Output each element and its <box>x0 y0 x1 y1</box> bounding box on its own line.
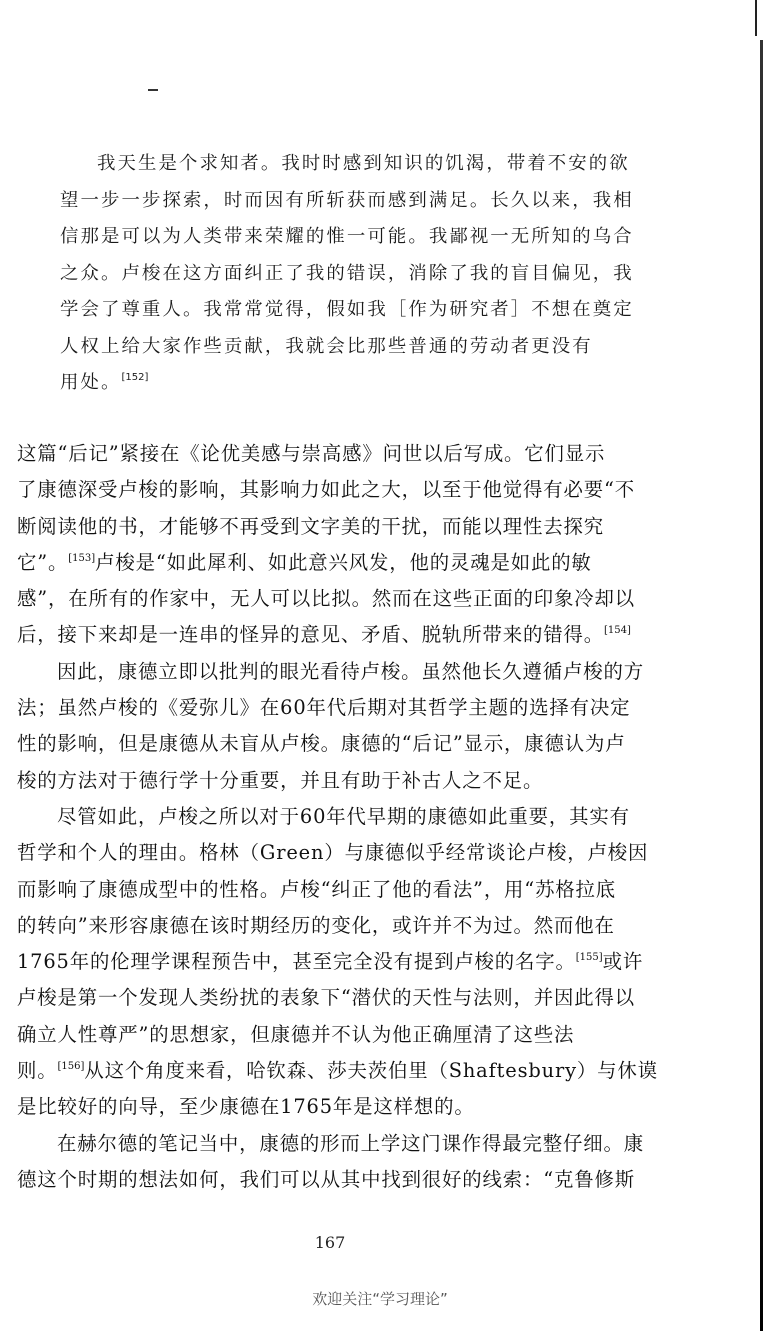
body-line: 确立人性尊严”的思想家，但康德并不认为他正确厘清了这些法 <box>17 1022 575 1046</box>
block-quote <box>60 146 640 402</box>
body-line: 断阅读他的书，才能够不再受到文字美的干扰，而能以理性去探究 <box>17 514 604 538</box>
footnote-ref-154: [154] <box>603 625 631 637</box>
scan-speck <box>148 89 158 91</box>
quote-line-last <box>60 365 640 402</box>
body-text-run: 后，接下来却是一连串的怪异的意见、矛盾、脱轨所带来的错得。 <box>17 623 604 647</box>
body-line: 了康德深受卢梭的影响，其影响力如此之大，以至于他觉得有必要“不 <box>17 478 635 502</box>
footnote-ref-156: [156] <box>57 1061 85 1073</box>
body-line: 性的影响，但是康德从未盲从卢梭。康德的“后记”显示，康德认为卢 <box>17 732 626 756</box>
quote-line: 学会了尊重人。我常常觉得，假如我［作为研究者］不想在奠定 <box>60 299 634 320</box>
quote-line: 之众。卢梭在这方面纠正了我的错误，消除了我的盲目偏见，我 <box>60 262 634 284</box>
body-line: 因此，康德立即以批判的眼光看待卢梭。虽然他长久遵循卢梭的方 <box>57 659 644 683</box>
body-line: 梭的方法对于德行学十分重要，并且有助于补古人之不足。 <box>17 768 544 792</box>
footnote-ref-153: [153] <box>68 552 96 564</box>
body-line: 感”，在所有的作家中，无人可以比拟。然而在这些正面的印象冷却以 <box>17 587 635 611</box>
body-line: 尽管如此，卢梭之所以对于60年代早期的康德如此重要，其实有 <box>57 804 630 828</box>
footer-note: 欢迎关注“学习理论” <box>312 1290 448 1308</box>
body-line <box>17 1053 658 1089</box>
body-text-run: 则。 <box>17 1059 58 1083</box>
quote-line: 信那是可以为人类带来荣耀的惟一可能。我鄙视一无所知的乌合 <box>60 226 634 247</box>
body-text <box>17 436 658 1198</box>
body-line: 是比较好的向导，至少康德在1765年是这样想的。 <box>17 1095 475 1119</box>
body-text-run: 或许 <box>602 950 644 974</box>
quote-line: 人权上给大家作些贡献，我就会比那些普通的劳动者更没有 <box>60 335 593 357</box>
body-line: 在赫尔德的笔记当中，康德的形而上学这门课作得最完整仔细。康 <box>57 1131 644 1155</box>
body-line: 卢梭是第一个发现人类纷扰的表象下“潜伏的天性与法则，并因此得以 <box>17 986 635 1010</box>
body-text-run: 卢梭是“如此犀利、如此意兴风发，他的灵魂是如此的敏 <box>95 550 592 574</box>
body-line <box>17 545 642 581</box>
body-text-run: 1765年的伦理学课程预告中，甚至完全没有提到卢梭的名字。 <box>17 950 576 974</box>
scan-edge-mark <box>755 0 757 36</box>
body-text-run: 从这个角度来看，哈钦森、莎夫茨伯里（Shaftesbury）与休谟 <box>84 1059 658 1083</box>
quote-line: 望一步一步探索，时而因有所斩获而感到满足。长久以来，我相 <box>60 189 634 211</box>
quote-line-text: 用处。 <box>60 372 122 393</box>
body-line: 的转向”来形容康德在该时期经历的变化，或许并不为过。然而他在 <box>17 913 615 937</box>
body-text-run: 它”。 <box>17 550 69 574</box>
footnote-ref-155: [155] <box>575 952 603 964</box>
body-line: 德这个时期的想法如何，我们可以从其中找到很好的线索：“克鲁修斯 <box>17 1167 635 1191</box>
footnote-ref-152: [152] <box>121 372 149 383</box>
body-line: 法；虽然卢梭的《爱弥儿》在60年代后期对其哲学主题的选择有决定 <box>17 696 631 720</box>
page-number: 167 <box>314 1233 346 1252</box>
quote-line: 我天生是个求知者。我时时感到知识的饥渴，带着不安的欲 <box>97 153 630 174</box>
body-line: 而影响了康德成型中的性格。卢梭“纠正了他的看法”，用“苏格拉底 <box>17 877 617 901</box>
body-line <box>17 617 642 653</box>
body-line <box>17 944 642 980</box>
body-line: 哲学和个人的理由。格林（Green）与康德似乎经常谈论卢梭，卢梭因 <box>17 841 649 865</box>
body-line: 这篇“后记”紧接在《论优美感与崇高感》问世以后写成。它们显示 <box>17 442 606 465</box>
